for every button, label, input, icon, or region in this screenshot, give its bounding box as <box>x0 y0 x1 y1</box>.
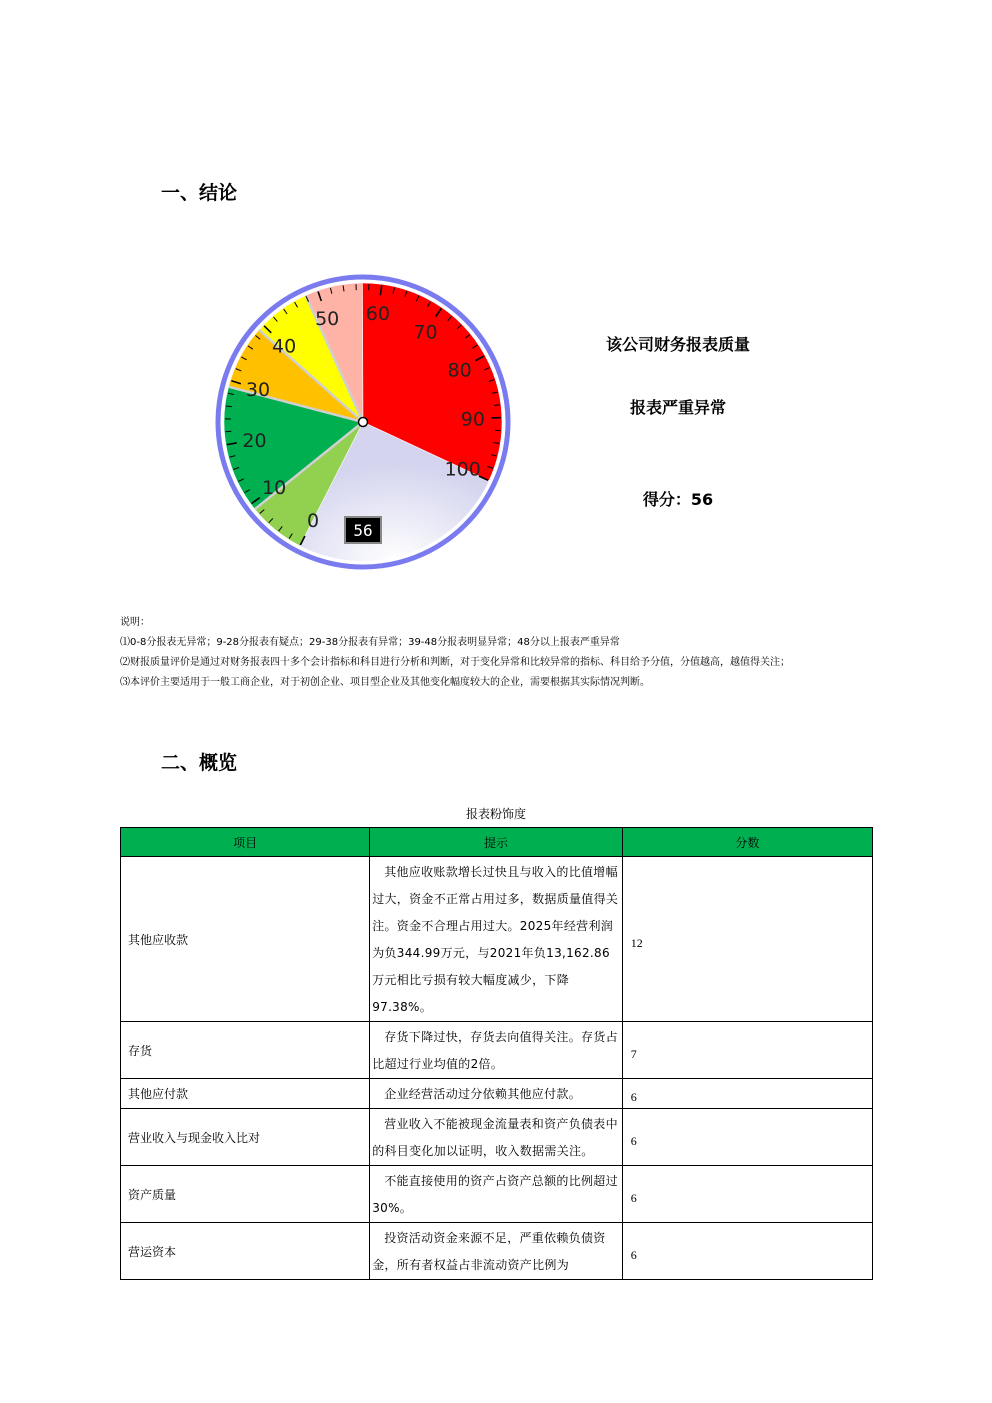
row-score-value: 6 <box>630 1090 637 1104</box>
row-hint: 存货下降过快，存货去向值得关注。存货占比超过行业均值的2倍。 <box>370 1022 623 1079</box>
row-score-value: 7 <box>630 1046 637 1061</box>
row-item: 营运资本 <box>121 1223 370 1280</box>
gauge-tick-label: 30 <box>245 379 271 402</box>
row-score <box>622 1223 872 1280</box>
verdict-subject: 该公司财务报表质量 <box>605 335 750 354</box>
row-score <box>622 857 872 1022</box>
row-score-value: 12 <box>630 935 643 950</box>
verdict-result: 报表严重异常 <box>629 398 726 417</box>
gauge-tick-label: 10 <box>262 477 287 499</box>
note-item: ⑶本评价主要适用于一般工商企业，对于初创企业、项目型企业及其他变化幅度较大的企业，需要根据其实际情况判断。 <box>120 677 650 688</box>
verdict-score: 得分：56 <box>642 490 714 509</box>
column-header-item: 项目 <box>121 828 370 857</box>
row-hint: 不能直接使用的资产占资产总额的比例超过30%。 <box>370 1166 623 1223</box>
row-item: 营业收入与现金收入比对 <box>121 1109 370 1166</box>
row-score-value: 6 <box>630 1247 637 1262</box>
column-header-score: 分数 <box>622 828 872 857</box>
gauge-hub <box>359 418 368 427</box>
table-row <box>121 1079 873 1109</box>
gauge-tick-label: 100 <box>444 458 481 481</box>
table-row <box>121 857 873 1022</box>
gauge-tick-label: 20 <box>242 430 267 452</box>
row-score <box>622 1166 872 1223</box>
notes-title: 说明： <box>120 617 150 628</box>
gauge-tick-label: 70 <box>413 321 438 344</box>
gauge-tick-label: 40 <box>272 335 297 358</box>
row-score-value: 6 <box>630 1133 637 1148</box>
row-hint: 企业经营活动过分依赖其他应付款。 <box>370 1079 623 1109</box>
gauge-value-label: 56 <box>353 521 373 540</box>
note-item: ⑴0-8分报表无异常；9-28分报表有疑点；29-38分报表有异常；39-48分报表明显异常；48分以上报表严重异常 <box>120 637 620 648</box>
section-title-conclusion: 一、结论 <box>161 182 238 204</box>
gauge-tick-label: 0 <box>307 510 320 532</box>
note-item: ⑵财报质量评价是通过对财务报表四十多个会计指标和科目进行分析和判断，对于变化异常和比较异常的指标、科目给予分值，分值越高，越值得关注； <box>120 657 790 668</box>
row-score <box>622 1022 872 1079</box>
table-row <box>121 1109 873 1166</box>
row-hint: 营业收入不能被现金流量表和资产负债表中的科目变化加以证明，收入数据需关注。 <box>370 1109 623 1166</box>
row-hint: 投资活动资金来源不足，严重依赖负债资金，所有者权益占非流动资产比例为 <box>370 1223 623 1280</box>
gauge-tick-label: 90 <box>460 408 485 431</box>
score-gauge <box>205 270 521 586</box>
notes <box>120 613 872 693</box>
row-item: 其他应收款 <box>121 857 370 1022</box>
gauge-tick-label: 60 <box>365 303 390 325</box>
table-header-row <box>121 828 873 857</box>
row-hint: 其他应收账款增长过快且与收入的比值增幅过大，资金不正常占用过多，数据质量值得关注。资金不合理占用过大。2025年经营利润为负344.99万元，与2021年负13,162.86万元相比亏损有较大幅度减少，下降97.38%。 <box>370 857 623 1022</box>
row-score-value: 6 <box>630 1190 637 1205</box>
section-title-overview: 二、概览 <box>161 752 238 774</box>
overview-table <box>120 827 873 1280</box>
table-row <box>121 1223 873 1280</box>
row-score <box>622 1079 872 1109</box>
table-row <box>121 1022 873 1079</box>
gauge-tick-label: 80 <box>447 359 472 382</box>
row-item: 存货 <box>121 1022 370 1079</box>
row-score <box>622 1109 872 1166</box>
gauge-tick <box>226 406 232 407</box>
row-item: 资产质量 <box>121 1166 370 1223</box>
gauge-tick-label: 50 <box>315 308 340 330</box>
row-item: 其他应付款 <box>121 1079 370 1109</box>
table-row <box>121 1166 873 1223</box>
table-caption: 报表粉饰度 <box>465 807 526 821</box>
column-header-hint: 提示 <box>370 828 623 857</box>
